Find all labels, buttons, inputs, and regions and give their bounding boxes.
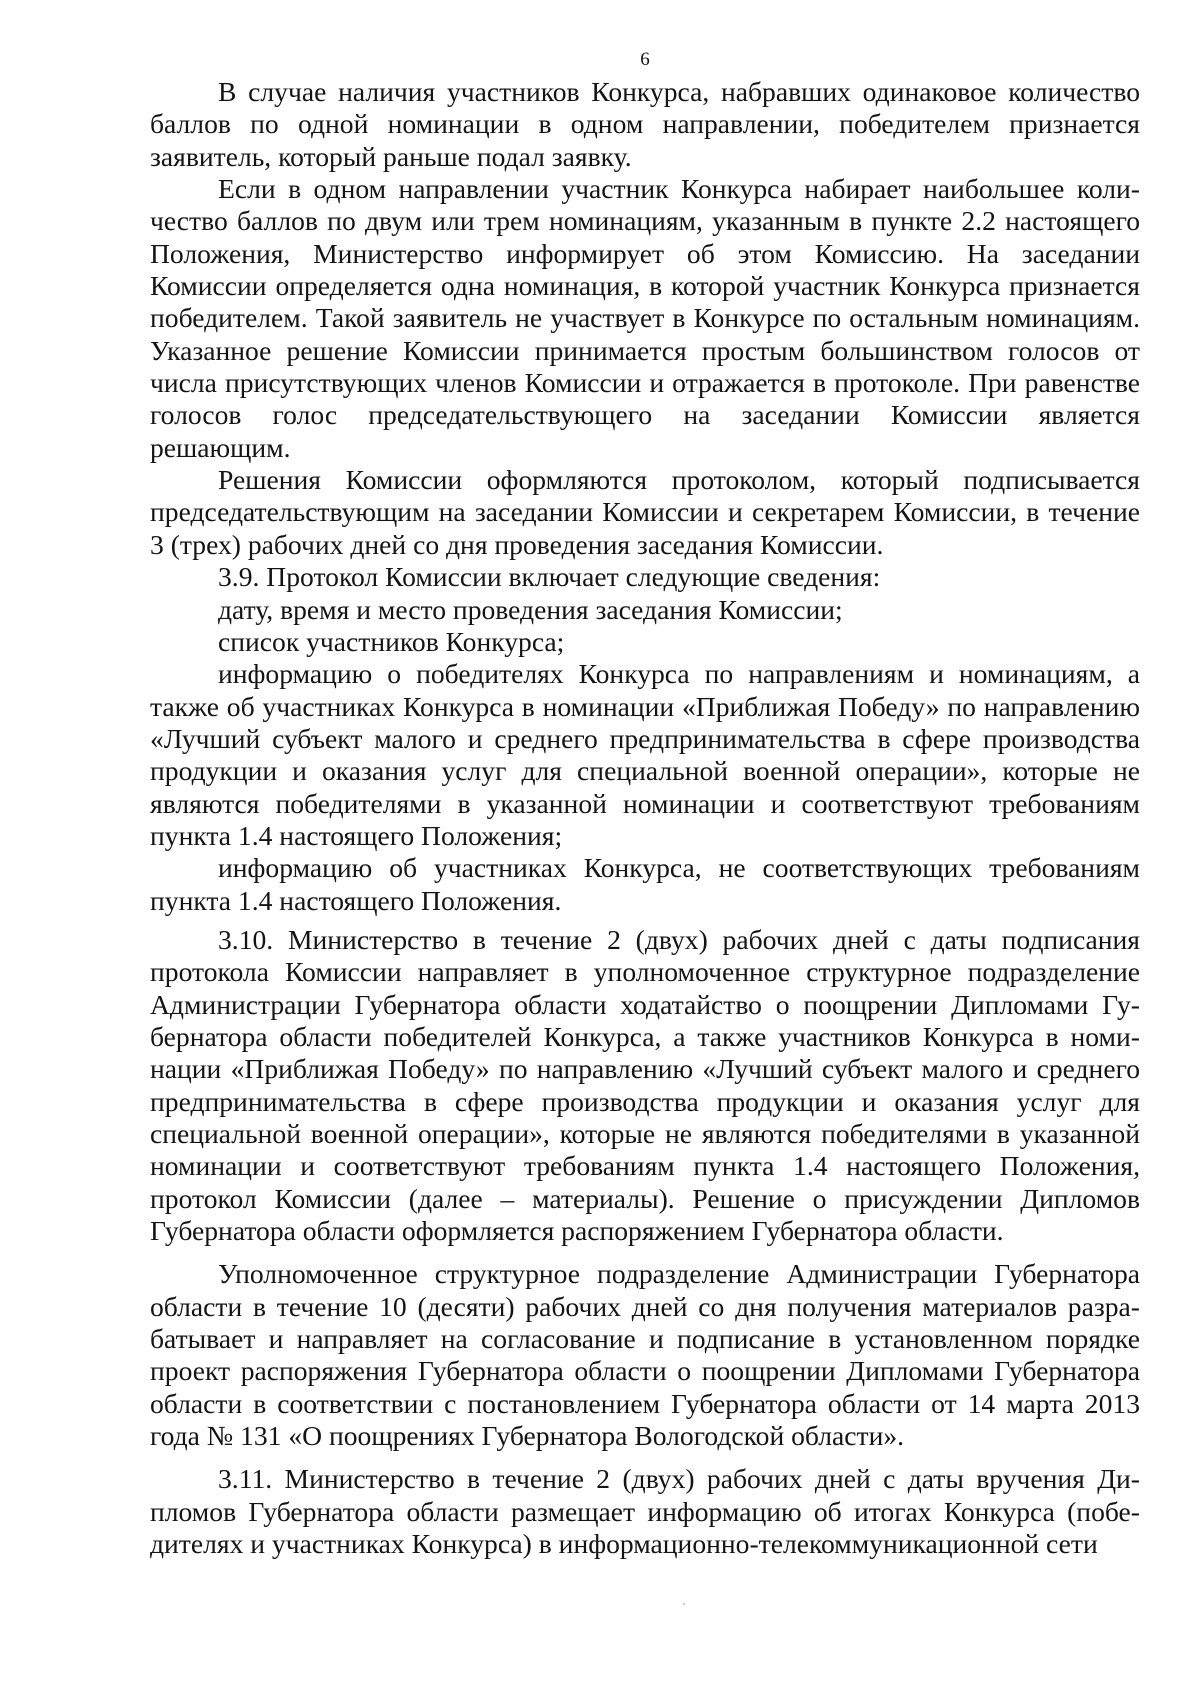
paragraph-ministry-petition: 3.10. Министерство в течение 2 (двух) рабочих дней с даты подписания протокола Комиссии направляет в уполномоченное структурное подразделение Администрации Губернатора области ходатайство о поощрении Дипломами Губернатора области победителей Конкурса, а также участников Конкурса в номинации «Приближая Победу» по направлению «Лучший субъект малого и среднего предпринимательства в сфере производства продукции и оказания услуг для специальной военной операции», которые не являются победителями в указанной номинации и соответствуют требованиям пункта 1.4 настоящего Положения, протокол Комиссии (далее – материалы). Решение о присуждении Дипломов Губернатора области оформляется распоряжением Губернатора области.	[150, 923, 1140, 1247]
paragraph-protocol-item-nonconforming: информацию об участниках Конкурса, не соответствующих требованиям пункта 1.4 настоящего Положения.	[150, 852, 1140, 916]
paragraph-multiple-nominations: Если в одном направлении участник Конкурса набирает наибольшее количество баллов по двум или трем номинациям, указанным в пункте 2.2 настоящего Положения, Министерство информирует об этом Комиссию. На заседании Комиссии определяется одна номинация, в которой участник Конкурса признается победителем. Такой заявитель не участвует в Конкурсе по остальным номинациям. Указанное решение Комиссии принимается простым большинством голосов от числа присутствующих членов Комиссии и отражается в протоколе. При равенстве голосов голос председательствующего на заседании Комиссии является решающим.	[150, 173, 1140, 463]
page-number: 6	[640, 49, 650, 70]
document-body	[150, 76, 1140, 1560]
paragraph-results-publication: 3.11. Министерство в течение 2 (двух) рабочих дней с даты вручения Дипломов Губернатора области размещает информацию об итогах Конкурса (победителях и участниках Конкурса) в информационно-телекоммуникационной сети	[150, 1463, 1140, 1560]
paragraph-equal-scores: В случае наличия участников Конкурса, набравших одинаковое количество баллов по одной номинации в одном направлении, победителем признается заявитель, который раньше подал заявку.	[150, 76, 1140, 172]
paragraph-protocol-contents: 3.9. Протокол Комиссии включает следующие сведения:	[218, 561, 881, 593]
scan-artifact	[683, 1603, 685, 1605]
paragraph-protocol-item-participants: список участников Конкурса;	[218, 625, 565, 657]
paragraph-protocol-item-winners: информацию о победителях Конкурса по направлениям и номинациям, а также об участниках Конкурса в номинации «Приближая Победу» по направлению «Лучший субъект малого и среднего предпринимательства в сфере производства продукции и оказания услуг для специальной военной операции», которые не являются победителями в указанной номинации и соответствуют требованиям пункта 1.4 настоящего Положения;	[150, 658, 1140, 851]
paragraph-draft-order: Уполномоченное структурное подразделение Администрации Губернатора области в течение 10 (десяти) рабочих дней со дня получения материалов разрабатывает и направляет на согласование и подписание в установленном порядке проект распоряжения Губернатора области о поощрении Дипломами Губернатора области в соответствии с постановлением Губернатора области от 14 марта 2013 года № 131 «О поощрениях Губернатора Вологодской области».	[150, 1258, 1140, 1452]
paragraph-protocol-item-date: дату, время и место проведения заседания Комиссии;	[218, 593, 843, 625]
paragraph-commission-decisions: Решения Комиссии оформляются протоколом, который подписывается председательствующим на заседании Комиссии и секретарем Комиссии, в течение 3 (трех) рабочих дней со дня проведения заседания Комиссии.	[150, 464, 1140, 560]
